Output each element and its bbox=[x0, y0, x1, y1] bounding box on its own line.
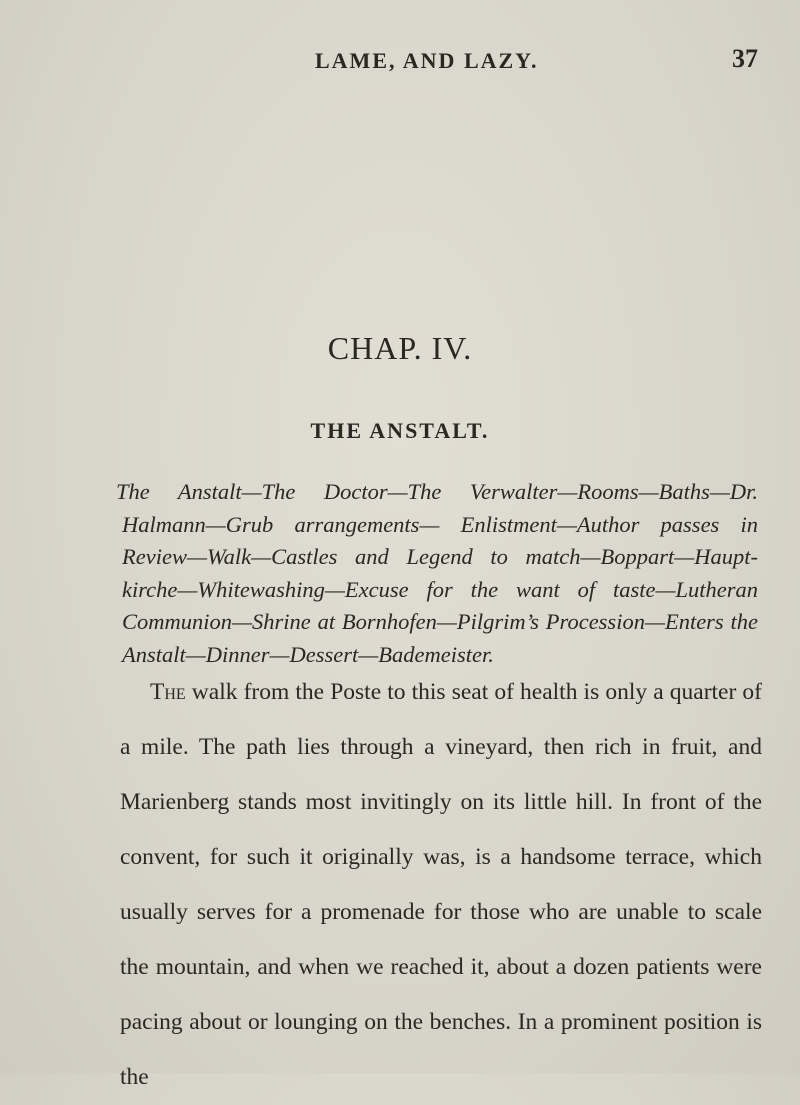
chapter-synopsis: The Anstalt—The Doctor—The Verwalter—Rooms—Baths—Dr. Halmann—Grub arrangements— Enlistment—Author passes in Review—Walk—Castles and Legend to match—Boppart—Haupt-kirche—Whitewashing—Excuse for the want of taste—Lutheran Communion—Shrine at Bornhofen—Pilgrim’s Procession—Enters the Anstalt—Dinner—Dessert—Bademeister. bbox=[116, 479, 758, 667]
section-title: THE ANSTALT. bbox=[310, 418, 490, 443]
page-number: 37 bbox=[732, 44, 758, 73]
lead-word: The bbox=[150, 679, 186, 705]
body-paragraph bbox=[120, 665, 762, 1105]
paragraph-text: walk from the Poste to this seat of health is only a quarter of a mile. The path lies through a vineyard, then rich in fruit, and Marienberg stands most invitingly on its little hill. In front of the convent, for such it originally was, is a handsome terrace, which usually serves for a promenade for those who are unable to scale the mountain, and when we reached it, about a dozen patients were pacing about or lounging on the benches. In a prominent position is the bbox=[120, 679, 762, 1090]
running-head: LAME, AND LAZY. bbox=[315, 48, 539, 73]
chapter-title: CHAP. IV. bbox=[327, 330, 473, 366]
